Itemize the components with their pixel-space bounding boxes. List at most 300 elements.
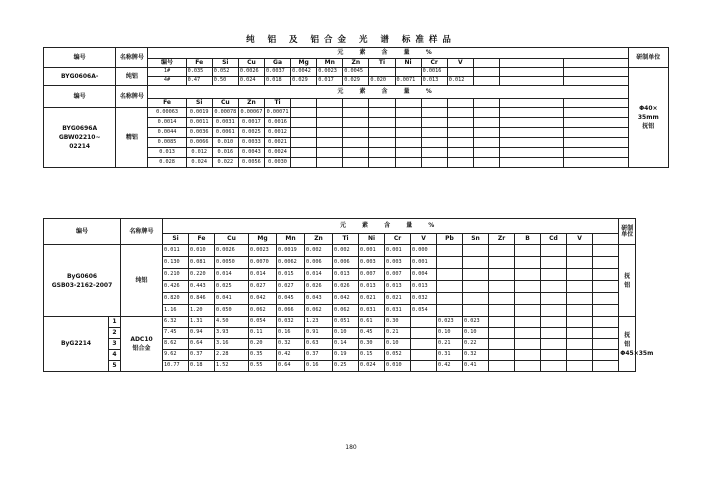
research-unit-line: 铝 (624, 281, 631, 289)
table-cell: 0.0036 (186, 128, 212, 138)
table-cell (343, 148, 369, 158)
table-cell (317, 158, 343, 168)
element-col-header: Si (186, 99, 212, 108)
table-cell: 0.014 (305, 269, 333, 281)
sample-code-line: GSB03-2162-2007 (51, 281, 113, 289)
table-cell: 0.426 (163, 281, 189, 293)
table-cell: 0.022 (212, 158, 238, 168)
table-cell: 0.00067 (238, 108, 264, 118)
table-cell: 0.0019 (277, 245, 305, 257)
element-col-header: Zn (238, 99, 264, 108)
table-cell: 0.443 (189, 281, 215, 293)
table-cell (489, 317, 515, 328)
table-cell: 0.0025 (238, 128, 264, 138)
table-cell (411, 317, 437, 328)
sample-code-line: 02214 (69, 143, 91, 150)
table-cell: 0.0019 (186, 108, 212, 118)
table-cell: 0.062 (249, 305, 277, 317)
table-cell: 0.023 (463, 317, 489, 328)
table-cell: 0.0030 (264, 158, 290, 168)
table-cell: 0.010 (189, 245, 215, 257)
table-cell (564, 158, 628, 168)
element-col-header (473, 59, 499, 68)
table-cell (541, 245, 567, 257)
element-col-header: Ga (264, 59, 290, 68)
table-cell: 0.21 (437, 339, 463, 350)
table-cell (395, 148, 421, 158)
table-cell (489, 305, 515, 317)
table-cell (291, 158, 317, 168)
table-cell (541, 339, 567, 350)
element-col-header: V (447, 59, 473, 68)
table-cell: 0.45 (359, 328, 385, 339)
page-title: 纯 铝 及 铝合金 光 谱 标准样品 (246, 35, 456, 45)
table-cell (343, 118, 369, 128)
research-unit-line: 抚铝 (642, 123, 655, 130)
research-unit-line: 铝 (624, 340, 631, 348)
table-cell (515, 293, 541, 305)
element-col-header (421, 99, 447, 108)
table-cell: 0.0070 (249, 257, 277, 269)
table-cell (541, 361, 567, 372)
table-cell: 1.20 (189, 305, 215, 317)
table-cell: 0.0050 (215, 257, 249, 269)
element-col-header: Ni (359, 234, 385, 245)
element-col-header: Zr (489, 234, 515, 245)
table-cell (395, 108, 421, 118)
table-cell (593, 245, 619, 257)
table-cell (395, 128, 421, 138)
sample-number: 3 (109, 339, 121, 350)
table-cell: 0.017 (317, 77, 343, 86)
table-cell (369, 118, 395, 128)
table-cell: 0.066 (277, 305, 305, 317)
element-col-header (593, 234, 619, 245)
element-col-header: Si (163, 234, 189, 245)
table-cell (541, 350, 567, 361)
table-cell: 0.0071 (395, 77, 421, 86)
element-col-header: Cd (541, 234, 567, 245)
table-cell (567, 361, 593, 372)
table-cell: 0.000 (411, 245, 437, 257)
table-cell (489, 245, 515, 257)
table-cell (489, 293, 515, 305)
table-cell: 0.007 (385, 269, 411, 281)
element-col-header: Mg (291, 59, 317, 68)
table-cell: 0.081 (189, 257, 215, 269)
table-cell (437, 281, 463, 293)
table-cell: 0.10 (385, 339, 411, 350)
table-cell (567, 305, 593, 317)
table-cell: 0.0043 (238, 148, 264, 158)
table-cell: 0.029 (343, 77, 369, 86)
sample-code-line: GBW02210~ (58, 134, 101, 141)
table-row (44, 245, 676, 257)
table-cell: 3.93 (215, 328, 249, 339)
table-cell (593, 281, 619, 293)
table-cell (567, 339, 593, 350)
element-col-header: Si (212, 59, 238, 68)
table-cell: 0.012 (447, 77, 473, 86)
table-cell: 0.032 (277, 317, 305, 328)
table-cell: 0.001 (385, 245, 411, 257)
element-col-header (564, 99, 628, 108)
table-cell: 0.043 (305, 293, 333, 305)
table-cell: 0.22 (463, 339, 489, 350)
sample-number: 1 (109, 317, 121, 328)
table-cell (541, 317, 567, 328)
table-cell: 0.0026 (215, 245, 249, 257)
table-cell (395, 138, 421, 148)
table-cell (343, 108, 369, 118)
element-col-header (499, 99, 563, 108)
table-cell: 6.32 (163, 317, 189, 328)
table-cell (499, 118, 563, 128)
table-cell (343, 138, 369, 148)
table-cell (593, 257, 619, 269)
table-cell: 0.0023 (249, 245, 277, 257)
element-col-header: Ti (369, 59, 395, 68)
table-cell: 0.026 (305, 281, 333, 293)
table-cell (447, 128, 473, 138)
research-header: 研制单位 (628, 48, 668, 68)
table-cell: 0.010 (385, 361, 411, 372)
sample-code-line: ByG0606 (66, 272, 98, 280)
table-cell: 0.32 (277, 339, 305, 350)
table-cell: 0.010 (212, 138, 238, 148)
table-cell: 0.062 (333, 305, 359, 317)
table-cell: 0.002 (305, 245, 333, 257)
table-cell: 0.021 (385, 293, 411, 305)
table-cell: 0.820 (163, 293, 189, 305)
table-cell (473, 118, 499, 128)
table-cell (564, 118, 628, 128)
table-cell: 2.28 (215, 350, 249, 361)
table-cell (515, 361, 541, 372)
element-col-header: Ti (264, 99, 290, 108)
element-col-header: Fe (186, 59, 212, 68)
table-cell: 0.00071 (264, 108, 290, 118)
table-cell (369, 128, 395, 138)
research-unit (619, 245, 636, 317)
table-row (44, 108, 669, 118)
table-cell (447, 138, 473, 148)
table-cell: 7.45 (163, 328, 189, 339)
table-cell: 0.052 (212, 68, 238, 77)
table-cell (463, 269, 489, 281)
table-cell: 4.50 (215, 317, 249, 328)
table-cell: 0.013 (411, 281, 437, 293)
table-cell (541, 328, 567, 339)
table-cell: 0.10 (333, 328, 359, 339)
table-cell: 9.62 (163, 350, 189, 361)
table-cell: 3.16 (215, 339, 249, 350)
table-cell: 0.0016 (421, 68, 447, 77)
table-cell: 0.045 (277, 293, 305, 305)
research-unit (619, 317, 654, 372)
table-cell: 0.023 (437, 317, 463, 328)
table-cell: 0.001 (359, 245, 385, 257)
table-cell (499, 77, 563, 86)
table-cell (541, 269, 567, 281)
sample-name (121, 317, 163, 372)
table-cell (473, 138, 499, 148)
table-cell: 0.0044 (148, 128, 186, 138)
table-cell (515, 281, 541, 293)
table-cell (489, 361, 515, 372)
table-cell (515, 339, 541, 350)
table-cell (421, 128, 447, 138)
table-cell: 0.020 (369, 77, 395, 86)
sample-code: ByG2214 (44, 317, 109, 372)
element-col-header (499, 59, 563, 68)
table-cell: 0.00078 (212, 108, 238, 118)
table-cell: 0.021 (359, 293, 385, 305)
sample-number: 2 (109, 328, 121, 339)
table-cell (515, 328, 541, 339)
table-cell: 0.016 (212, 148, 238, 158)
table-cell: 0.004 (411, 269, 437, 281)
table-cell: 0.014 (215, 269, 249, 281)
code-header: 编号 (44, 48, 116, 68)
table-cell: 0.0031 (212, 118, 238, 128)
table-cell: 0.018 (264, 77, 290, 86)
table-cell: 0.0011 (186, 118, 212, 128)
table-cell (499, 108, 563, 118)
table-cell (421, 108, 447, 118)
element-col-header: Ti (333, 234, 359, 245)
table-cell: 0.001 (411, 257, 437, 269)
table-cell (437, 245, 463, 257)
table-cell: 0.11 (249, 328, 277, 339)
table-cell: 0.64 (189, 339, 215, 350)
sample-name: 纯铝 (121, 245, 163, 317)
table-cell: 1.52 (215, 361, 249, 372)
table-cell: 0.054 (411, 305, 437, 317)
table-cell: 0.35 (249, 350, 277, 361)
table-cell (564, 77, 628, 86)
table-cell (473, 158, 499, 168)
table-cell (463, 257, 489, 269)
table-cell (499, 138, 563, 148)
element-col-header: V (567, 234, 593, 245)
table-cell (447, 118, 473, 128)
table-cell: 0.013 (333, 269, 359, 281)
table-cell: 0.63 (305, 339, 333, 350)
table-cell: 0.032 (411, 293, 437, 305)
research-unit (628, 68, 668, 168)
element-col-header: Pb (437, 234, 463, 245)
elements-header: 元 素 含 量 % (163, 219, 619, 234)
table-cell: 0.013 (421, 77, 447, 86)
code-header: 编号 (44, 219, 121, 245)
table-cell (489, 350, 515, 361)
table-cell (499, 68, 563, 77)
name-header: 名称牌号 (116, 48, 148, 68)
table-cell: 0.0017 (238, 118, 264, 128)
sample-code: BYG0606A- (44, 68, 116, 86)
sample-name: 精铝 (116, 108, 148, 168)
header-row (44, 86, 669, 99)
table-cell: 0.007 (359, 269, 385, 281)
research-unit-line: 抚 (624, 331, 631, 339)
table-cell: 0.10 (463, 328, 489, 339)
table-cell (489, 328, 515, 339)
table-cell: 0.014 (249, 269, 277, 281)
table-cell (541, 281, 567, 293)
table-cell (421, 118, 447, 128)
table-cell (567, 350, 593, 361)
sample-number: 5 (109, 361, 121, 372)
element-col-header: V (411, 234, 437, 245)
table-cell: 0.0045 (343, 68, 369, 77)
elements-header: 元 素 含 量 % (148, 86, 628, 99)
element-col-header: Sn (463, 234, 489, 245)
table-cell: 0.0016 (264, 118, 290, 128)
table-cell (564, 138, 628, 148)
table-cell: 0.41 (463, 361, 489, 372)
table-cell: 0.20 (249, 339, 277, 350)
table-cell: 0.47 (186, 77, 212, 86)
research-header: 研制单位 (619, 219, 636, 245)
research-unit-line: 抚 (624, 272, 631, 280)
element-col-header: 编号 (148, 59, 186, 68)
table-cell (421, 138, 447, 148)
table-cell: 0.15 (359, 350, 385, 361)
elements-header: 元 素 含 量 % (148, 48, 628, 59)
table-cell: 0.30 (359, 339, 385, 350)
element-col-header: B (515, 234, 541, 245)
table-cell: 10.77 (163, 361, 189, 372)
table-cell (291, 138, 317, 148)
table-cell (343, 128, 369, 138)
table-cell: 0.61 (359, 317, 385, 328)
table-cell (447, 148, 473, 158)
element-col-header (395, 99, 421, 108)
table-cell (317, 108, 343, 118)
element-col-header: Cr (385, 234, 411, 245)
element-col-header: Fe (189, 234, 215, 245)
table-cell (447, 158, 473, 168)
table-cell (567, 293, 593, 305)
table-cell: 0.14 (333, 339, 359, 350)
element-col-header: Mn (277, 234, 305, 245)
table-cell: 0.027 (249, 281, 277, 293)
sample-code-line: BYG0696A (62, 125, 98, 132)
research-unit-line: Φ40× (639, 105, 658, 112)
table-cell: 0.37 (189, 350, 215, 361)
table-cell: 0.024 (238, 77, 264, 86)
element-col-header: Cr (421, 59, 447, 68)
table-cell (541, 305, 567, 317)
table-cell: 0.0012 (264, 128, 290, 138)
table-cell (473, 77, 499, 86)
table-cell (369, 158, 395, 168)
table-cell: 8.62 (163, 339, 189, 350)
table-cell (463, 305, 489, 317)
table-cell: 0.003 (385, 257, 411, 269)
table-cell (489, 269, 515, 281)
table-cell: 0.013 (385, 281, 411, 293)
table-row (44, 317, 676, 328)
name-header: 名称牌号 (121, 219, 163, 245)
element-col-header: Cu (238, 59, 264, 68)
table-cell: 0.0085 (148, 138, 186, 148)
table-cell (489, 339, 515, 350)
table-cell: 0.50 (212, 77, 238, 86)
table-cell: 0.0023 (317, 68, 343, 77)
table-cell: 0.015 (277, 269, 305, 281)
table-cell (473, 68, 499, 77)
table-cell: 0.052 (385, 350, 411, 361)
name-header: 名称牌号 (116, 86, 148, 108)
table-cell (593, 350, 619, 361)
table-cell (564, 68, 628, 77)
table-cell: 1.31 (189, 317, 215, 328)
sample-name: 纯铝 (116, 68, 148, 86)
table-cell: 0.18 (189, 361, 215, 372)
table-cell: 0.220 (189, 269, 215, 281)
table-cell (317, 118, 343, 128)
page-number: 180 (345, 444, 357, 451)
table-cell (541, 257, 567, 269)
table-cell: 0.0037 (264, 68, 290, 77)
table-cell (291, 108, 317, 118)
header-row (44, 48, 669, 59)
table-cell: 0.026 (333, 281, 359, 293)
sample-code (44, 245, 121, 317)
element-col-header (369, 99, 395, 108)
table-cell: 0.041 (215, 293, 249, 305)
table-cell: 0.32 (463, 350, 489, 361)
table-cell (421, 158, 447, 168)
element-col-header: Fe (148, 99, 186, 108)
table-cell (473, 148, 499, 158)
table-cell (515, 350, 541, 361)
sample-name-line: 铝合金 (132, 345, 151, 352)
table-cell: 0.0062 (277, 257, 305, 269)
sample-number: 4 (109, 350, 121, 361)
table-cell: 0.30 (385, 317, 411, 328)
table-cell (343, 158, 369, 168)
table-cell: 0.42 (277, 350, 305, 361)
element-col-header: Mn (317, 59, 343, 68)
element-col-header (291, 99, 317, 108)
table-cell (395, 158, 421, 168)
table-cell: 1# (148, 68, 186, 77)
table-cell: 0.006 (333, 257, 359, 269)
table-cell: 0.003 (359, 257, 385, 269)
table-cell: 0.210 (163, 269, 189, 281)
table-cell: 0.42 (437, 361, 463, 372)
table-cell (291, 118, 317, 128)
table-cell: 0.0056 (238, 158, 264, 168)
element-col-header (447, 99, 473, 108)
table-cell: 0.051 (333, 317, 359, 328)
table-cell (411, 339, 437, 350)
table-cell: 0.25 (333, 361, 359, 372)
table-cell (411, 350, 437, 361)
table-cell: 0.025 (215, 281, 249, 293)
table-cell: 0.846 (189, 293, 215, 305)
table-cell (564, 108, 628, 118)
table-cell (437, 257, 463, 269)
table-cell: 0.16 (277, 328, 305, 339)
table-cell: 4# (148, 77, 186, 86)
table-cell: 0.37 (305, 350, 333, 361)
table-cell (317, 138, 343, 148)
table-cell (593, 339, 619, 350)
